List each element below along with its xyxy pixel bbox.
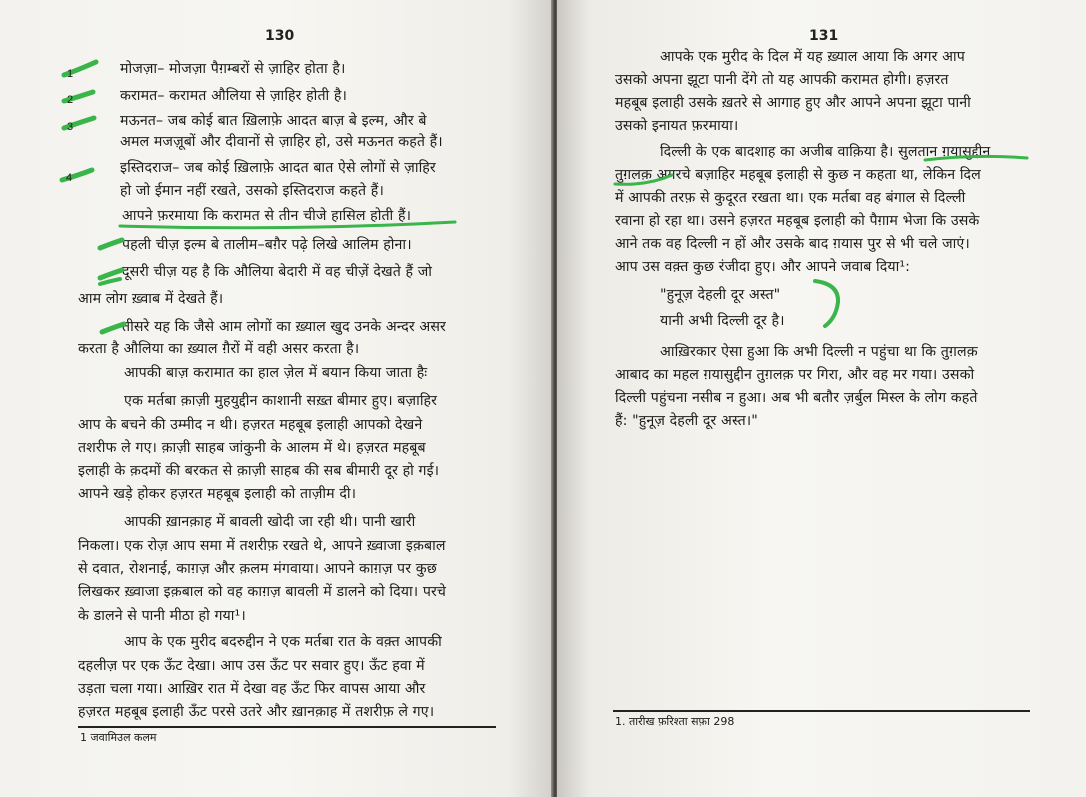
text-line: मोजज़ा– मोजज़ा पैग़म्बरों से ज़ाहिर होता है। — [120, 61, 346, 77]
text-line: से दवात, रोशनाई, काग़ज़ और क़लम मंगवाया। आपने काग़ज़ पर कुछ — [78, 561, 437, 577]
text-line: उड़ता चला गया। आख़िर रात में देखा वह ऊँट फिर वापस आया और — [78, 681, 426, 697]
text-line: हज़रत महबूब इलाही ऊँट परसे उतरे और ख़ानक़ाह में तशरीफ़ ले गए। — [78, 704, 435, 720]
margin-number: 4 — [66, 172, 73, 184]
text-line: के डालने से पानी मीठा हो गया¹। — [78, 608, 246, 624]
text-line: हो जो ईमान नहीं रखते, उसको इस्तिदराज कहते हैं। — [120, 183, 384, 199]
margin-number: 3 — [67, 121, 74, 133]
text-line: महबूब इलाही उसके ख़तरे से आगाह हुए और आपने अपना झूटा पानी — [615, 95, 971, 111]
text-line: दिल्ली पहुंचना नसीब न हुआ। अब भी बतौर ज़र्बुल मिस्ल के लोग कहते — [615, 390, 978, 406]
text-line: में आपकी तरफ़ से कुदूरत रखता था। एक मर्तबा वह बंगाल से दिल्ली — [615, 190, 966, 206]
quote-line: यानी अभी दिल्ली दूर है। — [660, 313, 785, 329]
text-line: तशरीफ ले गए। क़ाज़ी साहब जांकुनी के आलम में थे। हज़रत महबूब — [78, 440, 426, 456]
text-line: हैं: "हुनूज़ देहली दूर अस्त।" — [615, 413, 758, 429]
margin-number: 1 — [67, 68, 74, 80]
text-line: मऊनत– जब कोई बात ख़िलाफ़े आदत बाज़ बे इल्म, और बे — [120, 113, 427, 129]
footnote: 1. तारीख फ़रिश्ता सफ़ा 298 — [615, 715, 735, 728]
text-line: अमल मजज़ूबों और दीवानों से ज़ाहिर हो, उसे मऊनत कहते हैं। — [120, 134, 443, 150]
text-line: आख़िरकार ऐसा हुआ कि अभी दिल्ली न पहुंचा था कि तुग़लक़ — [660, 344, 978, 360]
footnote-rule — [613, 710, 1030, 712]
text-line: उसको अपना झूटा पानी देंगे तो यह आपकी करामत होगी। हज़रत — [615, 72, 949, 88]
footnote-rule — [78, 726, 496, 728]
text-line: एक मर्तबा क़ाज़ी मुहयुद्दीन काशानी सख़्त बीमार हुए। बज़ाहिर — [124, 393, 438, 409]
bullet-mark — [100, 240, 122, 248]
margin-tick-mark — [62, 170, 92, 180]
text-line: निकला। एक रोज़ आप समा में तशरीफ़ रखते थे, आपने ख़्वाजा इक़बाल — [78, 538, 446, 554]
text-line: उसको इनायत फ़रमाया। — [615, 118, 739, 134]
text-line: आप उस वक़्त कुछ रंजीदा हुए। और आपने जवाब दिया¹: — [615, 259, 911, 275]
quote-line: "हुनूज़ देहली दूर अस्त" — [660, 287, 781, 303]
text-line: दूसरी चीज़ यह है कि औलिया बेदारी में वह चीज़ें देखते हैं जो — [122, 264, 433, 280]
text-line: आम लोग ख़्वाब में देखते हैं। — [78, 291, 224, 307]
text-line: दिल्ली के एक बादशाह का अजीब वाक़िया है। सुलतान ग़यासुद्दीन — [660, 144, 991, 160]
text-line: तुग़लक़ अगरचे बज़ाहिर महबूब इलाही से कुछ न कहता था, लेकिन दिल — [615, 167, 981, 183]
text-line: आप के एक मुरीद बदरुद्दीन ने एक मर्तबा रात के वक़्त आपकी — [124, 634, 442, 650]
text-line: इस्तिदराज– जब कोई ख़िलाफ़े आदत बात ऐसे लोगों से ज़ाहिर — [120, 160, 436, 176]
text-line: लिखकर ख़्वाजा इक़बाल को वह काग़ज़ बावली में डालने को दिया। परचे — [78, 584, 446, 600]
margin-tick-mark — [64, 118, 94, 128]
text-line: दहलीज़ पर एक ऊँट देखा। आप उस ऊँट पर सवार हुए। ऊँट हवा में — [78, 658, 425, 674]
right-page — [557, 0, 1086, 797]
text-line: तीसरे यह कि जैसे आम लोगों का ख़्याल खुद उनके अन्दर असर — [122, 319, 446, 335]
bracket-mark — [815, 281, 838, 326]
bullet-mark — [100, 270, 122, 278]
text-line: आपने खड़े होकर हज़रत महबूब इलाही को ताज़ीम दी। — [78, 486, 357, 502]
text-line: आपके एक मुरीद के दिल में यह ख़्याल आया कि अगर आप — [660, 49, 965, 65]
text-line: आबाद का महल ग़यासुद्दीन तुग़लक़ पर गिरा, और वह मर गया। उसको — [615, 367, 975, 383]
page-number: 130 — [265, 28, 295, 44]
text-line: रवाना हो रहा था। उसने हज़रत महबूब इलाही को पैग़ाम भेजा कि उसके — [615, 213, 980, 229]
text-line: करामत– करामत औलिया से ज़ाहिर होती है। — [120, 88, 348, 104]
margin-tick-mark — [64, 92, 93, 101]
text-line: आपने फ़रमाया कि करामत से तीन चीजे हासिल होती हैं। — [122, 208, 412, 224]
text-line: इलाही के क़दमों की बरकत से क़ाज़ी साहब की सब बीमारी दूर हो गई। — [78, 463, 440, 479]
text-line: पहली चीज़ इल्म बे तालीम–बग़ैर पढ़े लिखे आलिम होना। — [122, 237, 412, 253]
bullet-mark — [100, 279, 120, 284]
text-line: आप के बचने की उम्मीद न थी। हज़रत महबूब इलाही आपको देखने — [78, 417, 423, 433]
footnote: 1 जवामिउल कलम — [80, 731, 157, 744]
margin-tick-mark — [64, 62, 96, 75]
bullet-mark — [102, 324, 124, 332]
page-number: 131 — [809, 28, 839, 44]
text-line: करता है औलिया का ख़्याल ग़ैरों में वही असर करता है। — [78, 341, 360, 357]
margin-number: 2 — [67, 94, 74, 106]
text-line: आपकी ख़ानक़ाह में बावली खोदी जा रही थी। पानी खारी — [124, 514, 416, 530]
text-line: आपकी बाज़ करामात का हाल ज़ेल में बयान किया जाता हैः — [124, 365, 428, 381]
text-line: आने तक वह दिल्ली न हों और उसके बाद ग़यास पुर से भी चले जाएं। — [615, 236, 970, 252]
